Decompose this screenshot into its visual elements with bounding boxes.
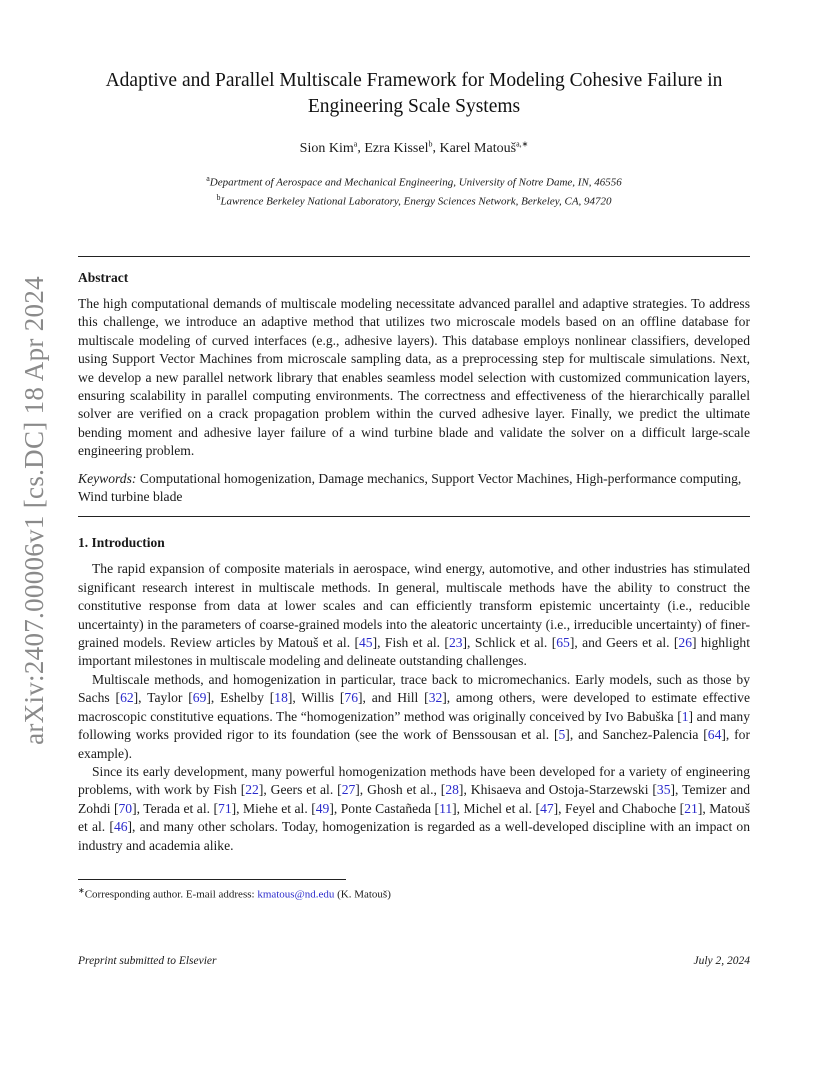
affiliation xyxy=(78,171,750,191)
citation-link[interactable]: 62 xyxy=(120,690,134,706)
citation-link[interactable]: 71 xyxy=(218,800,232,816)
paragraph-text: ], and Geers et al. [ xyxy=(569,635,679,651)
paper-title: Adaptive and Parallel Multiscale Framework for Modeling Cohesive Failure in Engineering Scale Systems xyxy=(105,70,723,117)
paragraph-text: ], Schlick et al. [ xyxy=(462,635,557,651)
footnote-prefix: Corresponding author. E-mail address: xyxy=(84,888,258,901)
paragraph-text: ], among others, were developed to estimate effective macroscopic constitutive equations. The “homogenization” method was originally conceived by Ivo Babuška [ xyxy=(78,690,750,724)
footnote xyxy=(78,886,750,901)
citation-link[interactable]: 21 xyxy=(684,800,698,816)
citation-link[interactable]: 22 xyxy=(245,782,259,798)
footnote-divider xyxy=(78,879,346,880)
paragraph-text: ], Miehe et al. [ xyxy=(231,800,316,816)
paragraph-text: ], Feyel and Chaboche [ xyxy=(553,800,685,816)
arxiv-identifier: arXiv:2407.00006v1 [cs.DC] 18 Apr 2024 xyxy=(18,275,49,745)
paragraph-text: ], Eshelby [ xyxy=(206,690,275,706)
paragraph-text: ], Willis [ xyxy=(287,690,345,706)
citation-link[interactable]: 1 xyxy=(681,708,689,724)
paragraph-text: ], and many other scholars. Today, homogenization is regarded as a well-developed discipline with an impact on industry and academia alike. xyxy=(78,819,751,853)
citation-link[interactable]: 26 xyxy=(678,635,693,651)
footer-date: July 2, 2024 xyxy=(693,955,750,967)
citation-link[interactable]: 47 xyxy=(540,800,554,816)
citation-link[interactable]: 46 xyxy=(113,819,128,835)
citation-link[interactable]: 11 xyxy=(439,800,453,816)
footnote-suffix: (K. Matouš) xyxy=(334,888,391,901)
abstract-text: The high computational demands of multiscale modeling necessitate advanced parallel and adaptive strategies. To address this challenge, we introduce an adaptive method that utilizes two microscale models based on an offline database for multiscale modeling of curved interfaces (e.g., adhesive layers). This database employs nonlinear classifiers, developed using Support Vector Machines from microscale sampling data, as a preprocessing step for multiscale simulations. Next, we develop a new parallel network library that enables seamless model selection with customized communication layers, ensuring scalability in parallel computing environments. The correctness and effectiveness of the hierarchically parallel solver are verified on a crack propagation problem within the curved adhesive layer. Finally, we predict the ultimate bending moment and adhesive layer failure of a wind turbine blade and validate the solver on a difficult large-scale engineering problem. xyxy=(78,295,750,459)
paragraph-text: ], Temizer and Zohdi [ xyxy=(78,782,750,816)
paragraph-text: ], Khisaeva and Ostoja-Starzewski [ xyxy=(458,782,657,798)
author xyxy=(300,141,358,156)
keywords-label: Keywords: xyxy=(78,470,137,486)
affiliation-text: Lawrence Berkeley National Laboratory, Energy Sciences Network, Berkeley, CA, 94720 xyxy=(220,195,612,208)
author-affiliation-mark: a xyxy=(353,139,358,148)
affiliation-text: Department of Aerospace and Mechanical Engineering, University of Notre Dame, IN, 46556 xyxy=(209,176,622,189)
body-paragraph xyxy=(78,560,750,670)
abstract-heading: Abstract xyxy=(78,269,129,285)
author xyxy=(439,141,528,156)
footer-left: Preprint submitted to Elsevier xyxy=(78,955,217,967)
citation-link[interactable]: 5 xyxy=(558,727,566,743)
citation-link[interactable]: 28 xyxy=(445,782,459,798)
paragraph-text: ], Michel et al. [ xyxy=(452,800,541,816)
author xyxy=(364,141,432,156)
citation-link[interactable]: 23 xyxy=(448,635,463,651)
paragraph-text: ], Matouš et al. [ xyxy=(78,800,750,835)
citation-link[interactable]: 45 xyxy=(359,635,373,651)
citation-link[interactable]: 76 xyxy=(344,690,358,706)
paragraph-text: ], and Sanchez-Palencia [ xyxy=(565,727,708,743)
author-name: Sion Kim xyxy=(299,140,354,156)
affiliation-mark: b xyxy=(216,193,221,203)
paragraph-text: ], and Hill [ xyxy=(358,690,429,706)
paragraph-text: The rapid expansion of composite materials in aerospace, wind energy, automotive, and other industries has stimulated significant research interest in multiscale methods. In general, multiscale methods have the ability to construct the constitutive response from data at lower scales and can efficiently transform epistemic uncertainty (i.e., reducible uncertainty) in the parameters of coarse-grained models into the aleatoric uncertainty (i.e., irreducible uncertainty) of finer-grained models. Review articles by Matouš et al. [ xyxy=(78,561,750,651)
citation-link[interactable]: 69 xyxy=(192,690,207,706)
paragraph-text: ], Geers et al. [ xyxy=(258,782,342,798)
footnote-mark: ∗ xyxy=(78,885,85,895)
author-affiliation-mark: b xyxy=(428,139,433,148)
author-name: Karel Matouš xyxy=(439,140,517,156)
citation-link[interactable]: 64 xyxy=(707,727,722,743)
page-footer xyxy=(78,955,750,967)
citation-link[interactable]: 27 xyxy=(341,782,356,798)
body-paragraph xyxy=(78,763,750,855)
citation-link[interactable]: 65 xyxy=(556,635,570,651)
paragraph-text: Since its early development, many powerful homogenization methods have been developed for a variety of engineering problems, with work by Fish [ xyxy=(78,763,750,798)
abstract-divider xyxy=(78,516,750,517)
affiliation xyxy=(78,190,750,210)
arxiv-sidebar xyxy=(14,275,54,745)
paragraph-text: ] highlight important milestones in multiscale modeling and delineate outstanding challenges. xyxy=(78,635,750,669)
citation-link[interactable]: 35 xyxy=(656,782,671,798)
paper-page xyxy=(78,68,750,901)
affiliation-list xyxy=(78,171,750,210)
introduction-heading: 1. Introduction xyxy=(78,535,165,551)
paragraph-text: ], for example). xyxy=(78,727,750,761)
citation-link[interactable]: 70 xyxy=(118,800,133,816)
author-affiliation-mark: a,∗ xyxy=(516,139,529,148)
introduction-body xyxy=(78,560,750,855)
body-paragraph xyxy=(78,671,750,763)
email-link[interactable]: kmatous@nd.edu xyxy=(257,888,335,901)
author-name: Ezra Kissel xyxy=(364,140,429,156)
affiliation-mark: a xyxy=(206,173,210,183)
keywords xyxy=(78,470,750,507)
citation-link[interactable]: 49 xyxy=(315,800,330,816)
author-list: Sion Kim$^a$, Ezra Kissel$^b$, Karel Matouš$^{a,∗}$ xyxy=(299,139,529,156)
paragraph-text: ] and many following works provided rigor to its foundation (see the work of Benssousan et al. [ xyxy=(78,708,750,743)
paragraph-text: ], Ghosh et al., [ xyxy=(355,782,446,798)
citation-link[interactable]: 18 xyxy=(274,690,288,706)
header-divider xyxy=(78,256,750,257)
paragraph-text: ], Taylor [ xyxy=(133,690,193,706)
paragraph-text: ], Fish et al. [ xyxy=(372,635,449,651)
paragraph-text: Multiscale methods, and homogenization in particular, trace back to micromechanics. Early models, such as those by Sachs [ xyxy=(78,671,750,706)
keywords-text: Computational homogenization, Damage mechanics, Support Vector Machines, High-performance computing, Wind turbine blade xyxy=(78,470,742,505)
paragraph-text: ], Terada et al. [ xyxy=(132,800,219,816)
paragraph-text: ], Ponte Castañeda [ xyxy=(329,800,440,816)
citation-link[interactable]: 32 xyxy=(428,690,443,706)
